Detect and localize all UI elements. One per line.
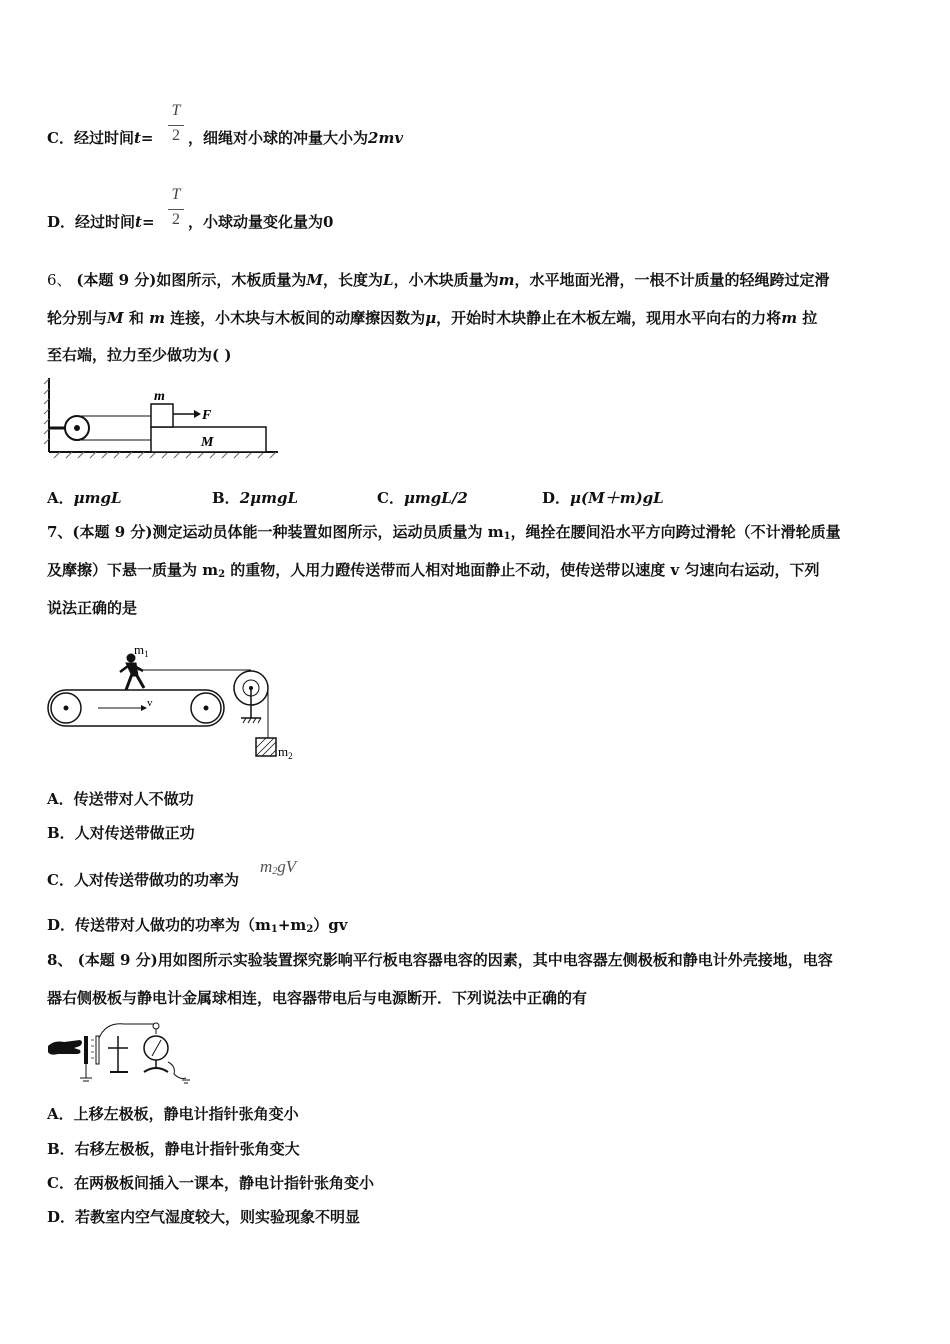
q7-option-d: D．传送带对人做功的功率为$(m_1+m_2)gv$ bbox=[47, 916, 348, 935]
q8-option-b: B．右移左极板，静电计指针张角变大 bbox=[47, 1140, 300, 1158]
q7-line-2: 及摩擦）下悬一质量为 $m_2$ 的重物，人用力蹬传送带而人相对地面静止不动，使传送带以速度 v 匀速向右运动，下列 bbox=[47, 561, 820, 580]
label-m1: $m_1$ bbox=[134, 642, 149, 659]
q8-line-1: 8、 (本题 9 分)用如图所示实验装置探究影响平行板电容器电容的因素，其中电容器左侧极板和静电计外壳接地，电容 bbox=[47, 951, 833, 969]
q7-line-3: 说法正确的是 bbox=[47, 599, 138, 617]
q7-option-a: A．传送带对人不做功 bbox=[47, 790, 194, 808]
fraction-denominator: 2 bbox=[172, 127, 180, 144]
q6-line-1: 6、 (本题 9 分)如图所示，木板质量为M，长度为L，小木块质量为m，水平地面光滑，一根不计质量的轻绳跨过定滑 bbox=[47, 271, 830, 289]
q8-option-a: A．上移左极板，静电计指针张角变小 bbox=[47, 1105, 299, 1123]
q6-option-d: D．μ(M＋m)gL bbox=[542, 489, 664, 507]
q7-option-c-formula: $m_2gV$ bbox=[260, 857, 297, 877]
q6-option-b: B．2μmgL bbox=[212, 489, 299, 507]
fraction-denominator: 2 bbox=[172, 211, 180, 228]
q8-figure-capacitor-electrometer bbox=[44, 1018, 204, 1088]
label-F: F bbox=[202, 408, 212, 423]
q8-line-2: 器右侧极板与静电计金属球相连，电容器带电后与电源断开．下列说法中正确的有 bbox=[47, 989, 588, 1007]
q8-option-d: D．若教室内空气湿度较大，则实验现象不明显 bbox=[47, 1208, 361, 1226]
option-d-rest: ，小球动量变化量为0 bbox=[188, 213, 334, 231]
q6-line-3: 至右端，拉力至少做功为( ) bbox=[47, 346, 232, 364]
q7-figure-conveyor bbox=[46, 640, 306, 770]
q7-option-c: C．人对传送带做功的功率为 bbox=[47, 871, 239, 889]
label-v: v bbox=[147, 697, 153, 709]
option-c-time-impulse: C．经过时间t= bbox=[47, 129, 154, 147]
label-m: m bbox=[154, 389, 165, 404]
option-d-time-momentum: D．经过时间t= bbox=[47, 213, 155, 231]
label-m2: $m_2$ bbox=[278, 744, 293, 761]
fraction-bar bbox=[168, 209, 184, 210]
q6-figure-board-pulley bbox=[44, 374, 284, 464]
q6-option-c: C．μmgL/2 bbox=[377, 489, 468, 507]
option-c-rest: ，细绳对小球的冲量大小为2mv bbox=[188, 129, 404, 147]
q7-option-b: B．人对传送带做正功 bbox=[47, 824, 195, 842]
runner-figure bbox=[120, 654, 144, 690]
fraction-bar bbox=[168, 125, 184, 126]
q7-line-1: 7、(本题 9 分)测定运动员体能一种装置如图所示，运动员质量为 $m_1$，绳拴在腰间沿水平方向跨过滑轮（不计滑轮质量 bbox=[47, 523, 841, 542]
fraction-numerator: T bbox=[171, 186, 181, 203]
q8-option-c: C．在两极板间插入一课本，静电计指针张角变小 bbox=[47, 1174, 374, 1192]
fraction-numerator: T bbox=[171, 102, 181, 119]
q6-option-a: A．μmgL bbox=[47, 489, 122, 507]
label-M: M bbox=[201, 435, 214, 450]
q6-line-2: 轮分别与M 和 m 连接，小木块与木板间的动摩擦因数为μ，开始时木块静止在木板左端，现用水平向右的力将m 拉 bbox=[47, 309, 818, 327]
